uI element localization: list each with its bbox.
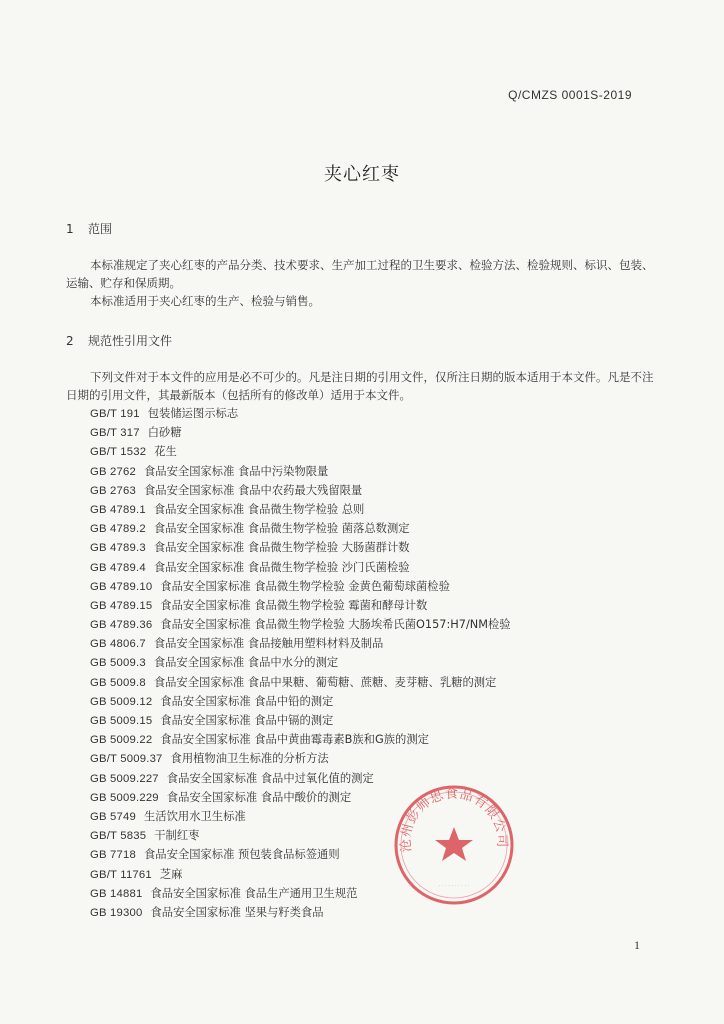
list-item (90, 596, 511, 615)
references-intro-paragraph: 下列文件对于本文件的应用是必不可少的。凡是注日期的引用文件，仅所注日期的版本适用于本文件。凡是不注日期的引用文件，其最新版本（包括所有的修改单）适用于本文件。 (66, 370, 654, 402)
reference-title: 食品安全国家标准 食品微生物学检验 沙门氏菌检验 (153, 560, 410, 574)
reference-code: GB/T 1532 (90, 446, 147, 459)
section-1-heading (66, 220, 112, 237)
reference-title: 食用植物油卫生标准的分析方法 (170, 752, 329, 766)
list-item (90, 692, 511, 711)
star-icon (435, 827, 473, 861)
seal-text: 沧州彭帅思食品有限公司 (398, 786, 510, 853)
reference-code: GB 5009.3 (90, 657, 146, 670)
reference-code: GB 5009.229 (90, 791, 159, 804)
list-item (90, 749, 511, 768)
reference-title: 食品安全国家标准 食品微生物学检验 菌落总数测定 (153, 522, 410, 536)
section-2-heading (66, 332, 172, 349)
reference-code: GB/T 11761 (90, 868, 152, 881)
reference-code: GB 5009.12 (90, 695, 153, 708)
applicability-paragraph: 本标准适用于夹心红枣的生产、检验与销售。 (90, 294, 320, 308)
reference-code: GB 5009.8 (90, 676, 146, 689)
reference-code: GB 4789.15 (90, 599, 153, 612)
reference-code: GB 5749 (90, 810, 136, 823)
reference-code: GB 2762 (90, 465, 136, 478)
page-number: 1 (634, 938, 640, 952)
reference-code: GB 4789.4 (90, 561, 146, 574)
reference-code: GB 19300 (90, 906, 143, 919)
list-item (90, 577, 511, 596)
reference-title: 食品安全国家标准 预包装食品标签通则 (144, 848, 340, 862)
reference-code: GB 4789.1 (90, 503, 146, 516)
reference-title: 干制红枣 (154, 829, 200, 843)
reference-code: GB 4789.3 (90, 542, 146, 555)
reference-title: 食品安全国家标准 食品微生物学检验 金黄色葡萄球菌检验 (160, 579, 450, 593)
reference-title: 白砂糖 (147, 426, 182, 440)
reference-code: GB 2763 (90, 484, 136, 497)
reference-title: 食品安全国家标准 食品微生物学检验 总则 (153, 502, 365, 516)
reference-title: 食品安全国家标准 坚果与籽类食品 (150, 905, 324, 919)
reference-code: GB/T 191 (90, 408, 140, 420)
section-number: 2 (66, 334, 74, 348)
reference-title: 包装储运图示标志 (147, 407, 239, 420)
list-item (90, 500, 511, 519)
list-item (90, 615, 511, 634)
reference-code: GB 5009.227 (90, 772, 159, 785)
reference-title: 食品安全国家标准 食品生产通用卫生规范 (150, 886, 358, 900)
reference-title: 食品安全国家标准 食品微生物学检验 大肠埃希氏菌O157:H7/NM检验 (160, 618, 511, 632)
list-item (90, 538, 511, 557)
reference-code: GB 5009.15 (90, 715, 153, 727)
list-item (90, 653, 511, 672)
reference-code: GB 4789.10 (90, 580, 153, 593)
reference-code: GB/T 5835 (90, 830, 147, 843)
standard-code: Q/CMZS 0001S-2019 (508, 88, 632, 102)
reference-title: 食品安全国家标准 食品中过氧化值的测定 (166, 771, 374, 785)
list-item (90, 404, 511, 423)
reference-code: GB 14881 (90, 887, 143, 900)
reference-title: 花生 (154, 445, 177, 459)
list-item (90, 519, 511, 538)
reference-title: 食品安全国家标准 食品中果糖、葡萄糖、蔗糖、麦芽糖、乳糖的测定 (153, 675, 497, 689)
reference-code: GB 4789.2 (90, 523, 146, 536)
reference-title: 食品安全国家标准 食品中铅的测定 (160, 694, 334, 708)
list-item (90, 673, 511, 692)
list-item (90, 462, 511, 481)
svg-text:· · · · · · · · · ·: · · · · · · · · · · (438, 883, 470, 889)
company-seal (392, 783, 516, 907)
list-item (90, 634, 511, 653)
reference-title: 食品安全国家标准 食品微生物学检验 大肠菌群计数 (153, 541, 410, 555)
reference-code: GB 4789.36 (90, 619, 153, 632)
reference-code: GB 7718 (90, 849, 136, 862)
list-item (90, 481, 511, 500)
reference-title: 食品安全国家标准 食品中农药最大残留限量 (144, 483, 363, 497)
section-number: 1 (66, 222, 74, 236)
reference-title: 食品安全国家标准 食品接触用塑料材料及制品 (153, 637, 384, 651)
reference-title: 食品安全国家标准 食品中水分的测定 (153, 656, 339, 670)
page-title: 夹心红枣 (324, 164, 400, 185)
section-title: 范围 (88, 222, 113, 236)
section-title: 规范性引用文件 (88, 334, 173, 348)
reference-title: 芝麻 (159, 867, 183, 881)
scope-paragraph: 本标准规定了夹心红枣的产品分类、技术要求、生产加工过程的卫生要求、检验方法、检验规则、标识、包装、运输、贮存和保质期。 (66, 258, 654, 290)
reference-title: 食品安全国家标准 食品中污染物限量 (144, 464, 329, 478)
reference-title: 食品安全国家标准 食品中镉的测定 (160, 714, 334, 727)
reference-code: GB/T 5009.37 (90, 753, 163, 766)
reference-title: 食品安全国家标准 食品中酸价的测定 (166, 790, 352, 804)
list-item (90, 730, 511, 749)
list-item (90, 423, 511, 442)
list-item (90, 558, 511, 577)
list-item (90, 442, 511, 461)
reference-code: GB 5009.22 (90, 734, 153, 747)
reference-title: 食品安全国家标准 食品微生物学检验 霉菌和酵母计数 (160, 598, 428, 612)
reference-code: GB 4806.7 (90, 638, 146, 651)
reference-title: 食品安全国家标准 食品中黄曲霉毒素B族和G族的测定 (160, 733, 429, 747)
list-item (90, 711, 511, 730)
reference-title: 生活饮用水卫生标准 (144, 809, 246, 823)
reference-code: GB/T 317 (90, 427, 140, 440)
